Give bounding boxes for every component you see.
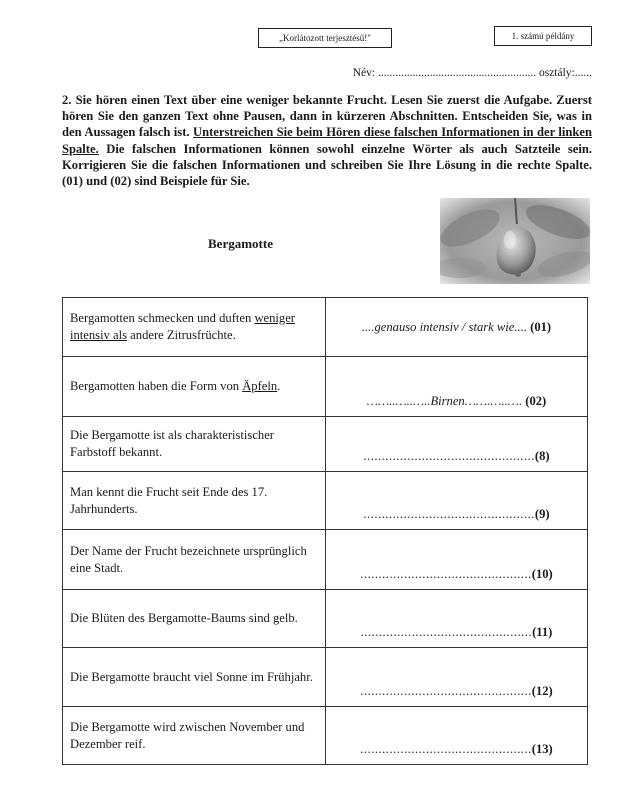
- answer-cell[interactable]: [326, 590, 588, 648]
- statement-text: Die Blüten des Bergamotte-Baums sind gelb.: [70, 611, 298, 625]
- table-row: [63, 590, 588, 648]
- table-row: [63, 707, 588, 765]
- exercise-table: [62, 297, 588, 765]
- table-row: [63, 417, 588, 472]
- answer-line: ...............................................: [360, 567, 532, 581]
- statement-cell: [63, 530, 326, 590]
- item-number: (01): [530, 319, 552, 334]
- example-answer: genauso intensiv / stark wie: [374, 319, 515, 334]
- answer-dots: …….…..….: [464, 394, 526, 408]
- restricted-distribution-box: „Korlátozott terjesztésű!": [258, 28, 392, 48]
- item-number: (9): [534, 507, 550, 521]
- statement-text: .: [277, 379, 281, 393]
- statement-cell: [63, 357, 326, 417]
- instructions-part-1: 2. Sie hören einen Text über eine weniger bekannte Frucht. Lesen Sie zuerst die Aufgabe. Zuerst hören Sie den ganzen Text ohne Pausen, dann in kürzeren Abschnitten. Entscheiden Sie, was in den Aussagen falsch ist.: [62, 93, 592, 140]
- answer-cell[interactable]: [326, 298, 588, 357]
- item-number: (10): [531, 567, 553, 581]
- statement-text: Die Bergamotte braucht viel Sonne im Frühjahr.: [70, 669, 313, 684]
- statement-cell: [63, 590, 326, 648]
- answer-dots: ....: [361, 319, 375, 334]
- name-label: Név:: [352, 67, 376, 79]
- statement-text: Die Bergamotte ist als charakteristischer Farbstoff bekannt.: [70, 428, 274, 459]
- item-number: (12): [531, 684, 553, 698]
- name-class-line: [300, 67, 592, 79]
- false-information-underlined: weniger intensiv als: [70, 311, 295, 342]
- statement-cell: [63, 472, 326, 530]
- class-label: osztály:......: [536, 67, 592, 79]
- statement-text: Bergamotten haben die Form von: [70, 379, 243, 393]
- table-row: [63, 472, 588, 530]
- item-number: (11): [532, 625, 553, 639]
- statement-cell: [63, 417, 326, 472]
- answer-cell[interactable]: [326, 707, 588, 765]
- statement-text: Der Name der Frucht bezeichnete ursprünglich eine Stadt.: [70, 543, 307, 575]
- answer-dots: ……..…..…..: [366, 394, 431, 408]
- answer-line: ...............................................: [360, 684, 532, 698]
- name-dots: .......................................................: [375, 67, 537, 79]
- item-number: (13): [531, 742, 553, 756]
- statement-cell: [63, 298, 326, 357]
- statement-text: Bergamotten schmecken und duften: [70, 311, 255, 325]
- instructions-part-2: Die falschen Informationen können sowohl einzelne Wörter als auch Satzteile sein. Korrigieren Sie die falschen Informationen und schreiben Sie Ihre Lösung in die rechte Spalte. (01) und (02) sind Beispiele für Sie.: [62, 141, 592, 189]
- answer-cell[interactable]: [326, 530, 588, 590]
- answer-line: ...............................................: [363, 507, 535, 521]
- table-row: [63, 530, 588, 590]
- statement-text: andere Zitrusfrüchte.: [127, 328, 236, 342]
- answer-line: ...............................................: [360, 625, 533, 639]
- answer-line: ...............................................: [360, 742, 532, 756]
- instructions-underlined: Unterstreichen Sie beim Hören diese falschen Informationen in der linken Spalte.: [62, 125, 592, 156]
- item-number: (8): [534, 449, 550, 463]
- example-answer: Birnen: [430, 394, 465, 408]
- copy-number-box: 1. számú példány: [494, 26, 592, 46]
- table-row: [63, 357, 588, 417]
- item-number: (02): [525, 394, 547, 408]
- table-row: [63, 298, 588, 357]
- statement-text: Man kennt die Frucht seit Ende des 17. Jahrhunderts.: [70, 484, 268, 516]
- statement-cell: [63, 707, 326, 765]
- answer-cell[interactable]: [326, 472, 588, 530]
- answer-cell[interactable]: [326, 648, 588, 707]
- answer-dots: ....: [514, 319, 531, 334]
- task-instructions: [62, 92, 592, 189]
- answer-line: ...............................................: [363, 449, 535, 463]
- bergamot-photo: [440, 198, 590, 284]
- statement-cell: [63, 648, 326, 707]
- false-information-underlined: Äpfeln: [242, 379, 278, 393]
- table-row: [63, 648, 588, 707]
- answer-cell[interactable]: [326, 357, 588, 417]
- text-title: Bergamotte: [208, 236, 273, 251]
- answer-cell[interactable]: [326, 417, 588, 472]
- statement-text: Die Bergamotte wird zwischen November und Dezember reif.: [70, 719, 305, 751]
